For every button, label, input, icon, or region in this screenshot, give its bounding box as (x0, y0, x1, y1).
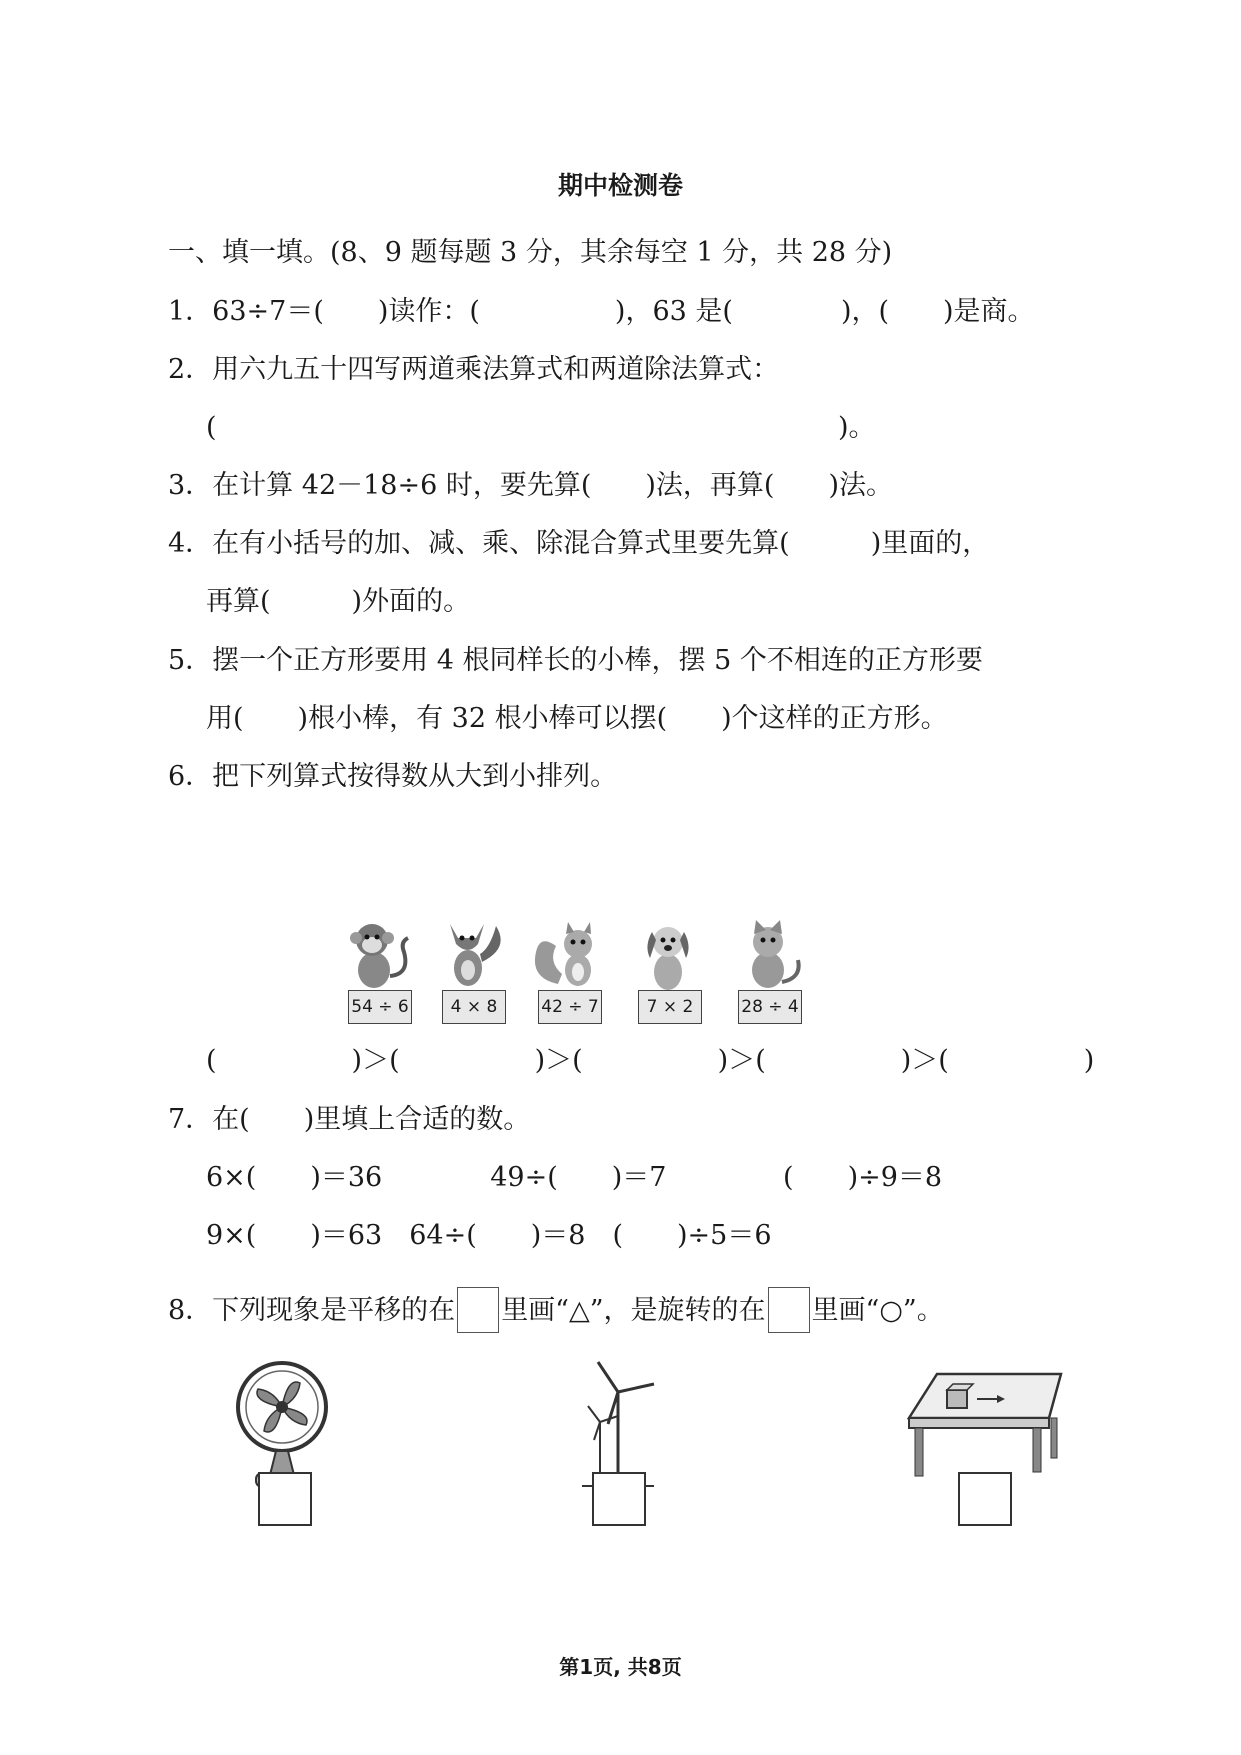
animal-card (528, 918, 612, 1024)
expression-5: 28 ÷ 4 (738, 990, 802, 1024)
page-footer: 第1页, 共8页 (559, 1655, 682, 1679)
question-5-line-2: 用( )根小棒，有 32 根小棒可以摆( )个这样的正方形。 (206, 703, 948, 734)
expression-4: 7 × 2 (638, 990, 702, 1024)
question-2: 2．用六九五十四写两道乘法算式和两道除法算式： (168, 354, 780, 385)
page-title: 期中检测卷 (557, 171, 683, 200)
question-8-part-3: 里画“○”。 (811, 1295, 944, 1326)
cat-icon (728, 918, 812, 992)
expression-1: 54 ÷ 6 (348, 990, 412, 1024)
animal-card (728, 918, 812, 1024)
windmill-icon (578, 1360, 658, 1490)
question-2-blank-close: )。 (838, 412, 876, 443)
question-1: 1．63÷7＝( )读作：( )，63 是( )，( )是商。 (168, 296, 1035, 327)
answer-box-table (958, 1472, 1012, 1526)
question-3: 3．在计算 42－18÷6 时，要先算( )法，再算( )法。 (168, 470, 893, 501)
question-8 (168, 1287, 944, 1333)
answer-box-windmill (592, 1472, 646, 1526)
question-4-line-2: 再算( )外面的。 (206, 586, 471, 617)
answer-box-inline (457, 1287, 499, 1333)
question-2-blank-open: ( (206, 412, 217, 443)
answer-box-fan (258, 1472, 312, 1526)
question-7: 7．在( )里填上合适的数。 (168, 1104, 531, 1135)
question-5-line-1: 5．摆一个正方形要用 4 根同样长的小棒，摆 5 个不相连的正方形要 (168, 645, 983, 676)
animal-card (432, 918, 516, 1024)
question-8-part-2: 里画“△”，是旋转的在 (501, 1295, 766, 1326)
expression-2: 4 × 8 (442, 990, 506, 1024)
question-7-row-1: 6×( )＝36 49÷( )＝7 ( )÷9＝8 (206, 1162, 943, 1193)
table-icon (905, 1368, 1065, 1478)
squirrel-icon (528, 918, 612, 992)
answer-box-inline (768, 1287, 810, 1333)
monkey-icon (338, 918, 422, 992)
fox-icon (432, 918, 516, 992)
question-8-part-1: 8．下列现象是平移的在 (168, 1295, 456, 1326)
question-7-row-2: 9×( )＝63 64÷( )＝8 ( )÷5＝6 (206, 1220, 772, 1251)
question-6-order-blanks: ( )＞( )＞( )＞( )＞( ) (206, 1045, 1095, 1076)
section-heading: 一、填一填。(8、9 题每题 3 分，其余每空 1 分，共 28 分) (168, 237, 893, 268)
animal-card (338, 918, 422, 1024)
dog-icon (628, 918, 712, 992)
animal-card (628, 918, 712, 1024)
question-4-line-1: 4．在有小括号的加、减、乘、除混合算式里要先算( )里面的， (168, 528, 990, 559)
question-6: 6．把下列算式按得数从大到小排列。 (168, 761, 618, 792)
expression-3: 42 ÷ 7 (538, 990, 602, 1024)
